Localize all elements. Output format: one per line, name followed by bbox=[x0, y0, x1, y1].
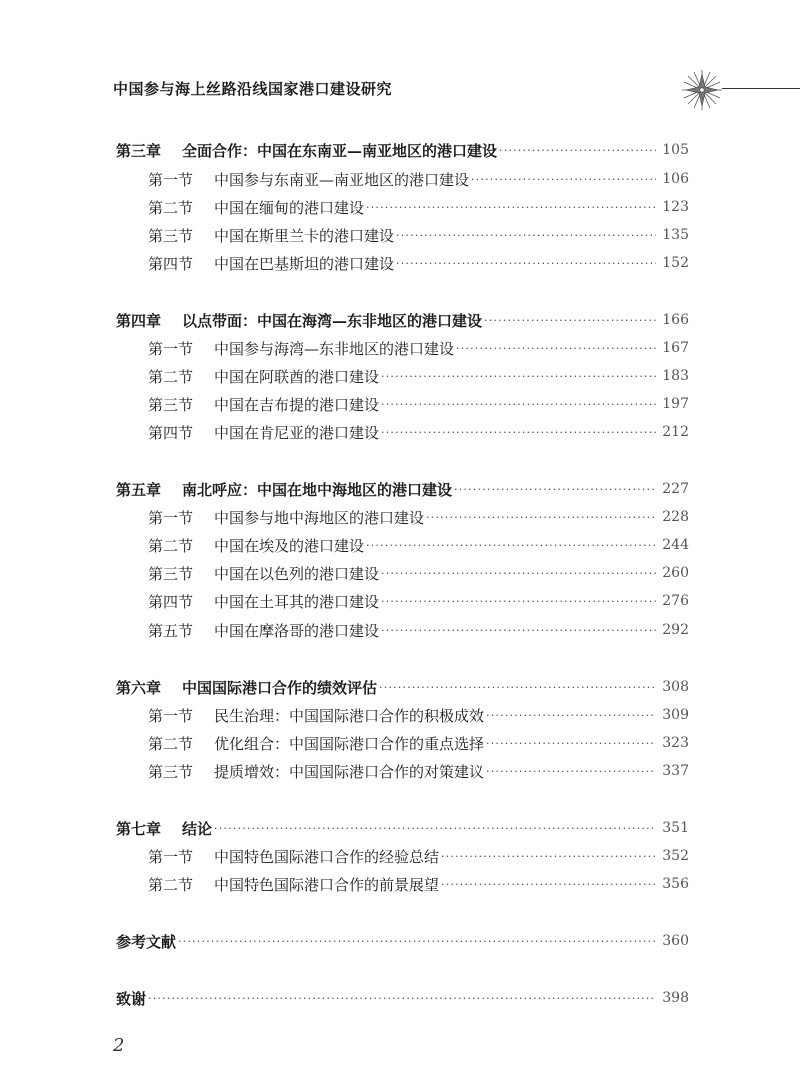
dot-leader bbox=[366, 201, 656, 214]
section-title: 中国特色国际港口合作的经验总结 bbox=[214, 847, 440, 866]
toc-chapter-3[interactable] bbox=[116, 138, 689, 162]
dot-leader bbox=[486, 737, 656, 750]
dot-leader bbox=[381, 426, 656, 439]
toc-section[interactable] bbox=[148, 561, 689, 585]
section-number: 第一节 bbox=[148, 339, 194, 358]
dot-leader bbox=[379, 681, 656, 694]
section-number: 第三节 bbox=[148, 762, 194, 781]
page-number: 292 bbox=[662, 622, 689, 638]
toc-section[interactable] bbox=[148, 872, 689, 896]
chapter-title: 南北呼应：中国在地中海地区的港口建设 bbox=[182, 480, 453, 499]
dot-leader bbox=[454, 483, 656, 496]
toc-section[interactable] bbox=[148, 844, 689, 868]
chapter-number: 第三章 bbox=[116, 141, 162, 160]
section-number: 第二节 bbox=[148, 536, 194, 555]
toc-chapter-7[interactable] bbox=[116, 816, 689, 840]
dot-leader bbox=[486, 765, 656, 778]
page-number: 227 bbox=[662, 481, 689, 497]
section-number: 第四节 bbox=[148, 423, 194, 442]
section-title: 民生治理：中国国际港口合作的积极成效 bbox=[214, 706, 485, 725]
dot-leader bbox=[484, 314, 656, 327]
section-number: 第三节 bbox=[148, 564, 194, 583]
chapter-title: 以点带面：中国在海湾—东非地区的港口建设 bbox=[182, 311, 483, 330]
dot-leader bbox=[456, 342, 656, 355]
toc-chapter-6[interactable] bbox=[116, 675, 689, 699]
section-number: 第五节 bbox=[148, 621, 194, 640]
page-number: 106 bbox=[662, 171, 689, 187]
dot-leader bbox=[396, 257, 656, 270]
toc-section[interactable] bbox=[148, 195, 689, 219]
page-number: 152 bbox=[662, 255, 689, 271]
references-title: 参考文献 bbox=[116, 932, 177, 951]
dot-leader bbox=[178, 935, 656, 948]
section-number: 第三节 bbox=[148, 226, 194, 245]
toc-chapter-4[interactable] bbox=[116, 308, 689, 332]
section-title: 中国在斯里兰卡的港口建设 bbox=[214, 226, 395, 245]
toc-section[interactable] bbox=[148, 703, 689, 727]
section-title: 中国在以色列的港口建设 bbox=[214, 564, 380, 583]
section-title: 提质增效：中国国际港口合作的对策建议 bbox=[214, 762, 485, 781]
dot-leader bbox=[471, 173, 656, 186]
page-number: 337 bbox=[662, 763, 689, 779]
chapter-number: 第七章 bbox=[116, 819, 162, 838]
section-number: 第一节 bbox=[148, 170, 194, 189]
section-number: 第一节 bbox=[148, 847, 194, 866]
dot-leader bbox=[381, 624, 656, 637]
toc-chapter-5[interactable] bbox=[116, 477, 689, 501]
section-title: 中国在巴基斯坦的港口建设 bbox=[214, 254, 395, 273]
page-folio: 2 bbox=[113, 1035, 125, 1056]
book-title: 中国参与海上丝路沿线国家港口建设研究 bbox=[113, 80, 393, 98]
dot-leader bbox=[396, 229, 656, 242]
running-header bbox=[0, 60, 800, 120]
dot-leader bbox=[486, 709, 656, 722]
toc-section[interactable] bbox=[148, 392, 689, 416]
dot-leader bbox=[381, 370, 656, 383]
dot-leader bbox=[426, 511, 656, 524]
page-number: 351 bbox=[662, 820, 689, 836]
acknowledgements-title: 致谢 bbox=[116, 989, 147, 1008]
page-number: 183 bbox=[662, 368, 689, 384]
section-number: 第一节 bbox=[148, 706, 194, 725]
section-number: 第二节 bbox=[148, 734, 194, 753]
section-title: 中国参与地中海地区的港口建设 bbox=[214, 508, 425, 527]
dot-leader bbox=[381, 567, 656, 580]
chapter-number: 第四章 bbox=[116, 311, 162, 330]
page-number: 352 bbox=[662, 848, 689, 864]
toc-section[interactable] bbox=[148, 420, 689, 444]
page-number: 167 bbox=[662, 340, 689, 356]
section-number: 第三节 bbox=[148, 395, 194, 414]
section-title: 优化组合：中国国际港口合作的重点选择 bbox=[214, 734, 485, 753]
dot-leader bbox=[381, 595, 656, 608]
page-number: 197 bbox=[662, 396, 689, 412]
chapter-title: 中国国际港口合作的绩效评估 bbox=[182, 678, 378, 697]
toc-references[interactable] bbox=[116, 929, 689, 953]
chapter-title: 全面合作：中国在东南亚—南亚地区的港口建设 bbox=[182, 141, 498, 160]
dot-leader bbox=[214, 822, 656, 835]
section-title: 中国在肯尼亚的港口建设 bbox=[214, 423, 380, 442]
section-number: 第二节 bbox=[148, 875, 194, 894]
toc-section[interactable] bbox=[148, 589, 689, 613]
chapter-number: 第六章 bbox=[116, 678, 162, 697]
page-number: 309 bbox=[662, 707, 689, 723]
page-number: 360 bbox=[662, 933, 689, 949]
header-rule bbox=[722, 88, 800, 89]
chapter-number: 第五章 bbox=[116, 480, 162, 499]
section-title: 中国参与海湾—东非地区的港口建设 bbox=[214, 339, 455, 358]
dot-leader bbox=[441, 878, 656, 891]
toc-section[interactable] bbox=[148, 533, 689, 557]
section-number: 第一节 bbox=[148, 508, 194, 527]
page-number: 260 bbox=[662, 565, 689, 581]
page-number: 244 bbox=[662, 537, 689, 553]
section-title: 中国在缅甸的港口建设 bbox=[214, 198, 365, 217]
page-number: 105 bbox=[662, 142, 689, 158]
dot-leader bbox=[441, 850, 656, 863]
section-title: 中国在土耳其的港口建设 bbox=[214, 592, 380, 611]
section-title: 中国在阿联酋的港口建设 bbox=[214, 367, 380, 386]
page-number: 323 bbox=[662, 735, 689, 751]
section-title: 中国特色国际港口合作的前景展望 bbox=[214, 875, 440, 894]
toc-section[interactable] bbox=[148, 251, 689, 275]
toc-section[interactable] bbox=[148, 364, 689, 388]
toc-acknowledgements[interactable] bbox=[116, 986, 689, 1010]
page-number: 228 bbox=[662, 509, 689, 525]
section-title: 中国参与东南亚—南亚地区的港口建设 bbox=[214, 170, 470, 189]
dot-leader bbox=[148, 992, 656, 1005]
section-title: 中国在摩洛哥的港口建设 bbox=[214, 621, 380, 640]
star-icon bbox=[680, 68, 724, 112]
page-number: 212 bbox=[662, 424, 689, 440]
toc-section[interactable] bbox=[148, 336, 689, 360]
dot-leader bbox=[381, 398, 656, 411]
page-number: 356 bbox=[662, 876, 689, 892]
section-title: 中国在埃及的港口建设 bbox=[214, 536, 365, 555]
page-number: 276 bbox=[662, 593, 689, 609]
page-number: 135 bbox=[662, 227, 689, 243]
section-number: 第二节 bbox=[148, 198, 194, 217]
section-number: 第二节 bbox=[148, 367, 194, 386]
page-number: 123 bbox=[662, 199, 689, 215]
toc-section[interactable] bbox=[148, 618, 689, 642]
toc-section[interactable] bbox=[148, 223, 689, 247]
section-number: 第四节 bbox=[148, 592, 194, 611]
page-number: 398 bbox=[662, 990, 689, 1006]
chapter-title: 结论 bbox=[182, 819, 213, 838]
dot-leader bbox=[366, 539, 656, 552]
toc-section[interactable] bbox=[148, 759, 689, 783]
toc-section[interactable] bbox=[148, 731, 689, 755]
dot-leader bbox=[499, 144, 656, 157]
page-number: 166 bbox=[662, 312, 689, 328]
toc-section[interactable] bbox=[148, 167, 689, 191]
toc-section[interactable] bbox=[148, 505, 689, 529]
section-title: 中国在吉布提的港口建设 bbox=[214, 395, 380, 414]
page-number: 308 bbox=[662, 679, 689, 695]
section-number: 第四节 bbox=[148, 254, 194, 273]
